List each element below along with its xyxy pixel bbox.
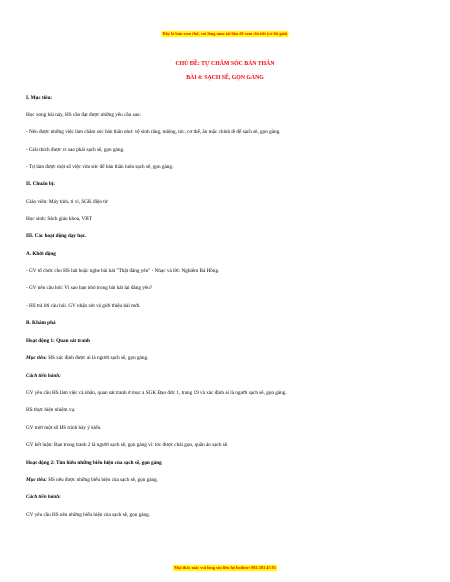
footer-hotline-banner: Mọi thắc mắc vui lòng xin liên hệ hotline: 084 283 45 85	[174, 565, 276, 570]
activity2-goal	[26, 477, 158, 484]
activity1-step: GV yêu cầu HS làm việc cá nhân, quan sát tranh ở mục a SGK Đạo đức 1, trang 19 và xác định ai là người sạch sẽ, gọn gàng.	[26, 390, 287, 396]
warmup-item: - HS trả lời câu hỏi. GV nhận xét và giới thiệu bài mới.	[26, 303, 141, 309]
preparation-teacher: Giáo viên: Máy tính, ti vi, SGK điện tử	[26, 199, 108, 205]
preparation-student: Học sinh: Sách giáo khoa, VBT	[26, 216, 92, 222]
activity1-method-label: Cách tiến hành:	[26, 373, 61, 379]
warmup-item: - GV tổ chức cho HS hát hoặc nghe bài hát "Thật đáng yêu" - Nhạc và lời: Nghiêm Bá Hồng.	[26, 268, 220, 274]
activity2-heading: Hoạt động 2: Tìm hiểu những biểu hiện của sạch sẽ, gọn gàng	[26, 460, 162, 466]
objectives-intro: Học xong bài này, HS cần đạt được những yêu cầu sau:	[26, 112, 141, 118]
goal-label: Mục tiêu:	[26, 477, 47, 483]
objective-item: - Tự làm được một số việc vừa sức để bản thân luôn sạch sẽ, gọn gàng.	[26, 164, 174, 170]
goal-text: HS nêu được những biểu hiện của sạch sẽ, gọn gàng.	[46, 477, 158, 483]
warmup-heading: A. Khởi động	[26, 251, 56, 257]
activity2-method-label: Cách tiến hành:	[26, 494, 61, 500]
activity2-step: GV yêu cầu HS nêu những biểu hiện của sạch sẽ, gọn gàng.	[26, 512, 151, 518]
section-preparation-heading: II. Chuẩn bị:	[26, 181, 55, 187]
goal-label: Mục tiêu:	[26, 355, 47, 361]
activity1-step: GV kết luận: Bạn trong tranh 2 là người sạch sẽ, gọn gàng vì: tóc được chải gọn, quần áo sạch sẽ.	[26, 442, 229, 448]
warmup-item: - GV nêu câu hỏi: Vì sao bạn nhỏ trong bài hát lại đáng yêu?	[26, 285, 153, 291]
activity1-goal	[26, 355, 148, 362]
section-activities-heading: III. Các hoạt động dạy học.	[26, 233, 87, 239]
explore-heading: B. Khám phá	[26, 320, 56, 326]
section-objectives-heading: I. Mục tiêu:	[26, 95, 53, 101]
activity1-heading: Hoạt động 1: Quan sát tranh	[26, 338, 90, 344]
lesson-title: BÀI 4: SẠCH SẼ, GỌN GÀNG	[186, 75, 264, 81]
objective-item: - Nêu được những việc làm chăm sóc bản thân như: vệ sinh răng, miệng, tóc, cơ thể, ăn mặc chỉnh tề để sạch sẽ, gọn gàng.	[26, 129, 281, 135]
topic-title: CHỦ ĐỀ: TỰ CHĂM SÓC BẢN THÂN	[175, 61, 275, 67]
objective-item: - Giải thích được vì sao phải sạch sẽ, gọn gàng.	[26, 147, 125, 153]
activity1-step: HS thực hiện nhiệm vụ.	[26, 407, 76, 413]
activity1-step: GV mời một số HS trình bày ý kiến.	[26, 425, 102, 431]
goal-text: HS xác định được ai là người sạch sẽ, gọn gàng.	[46, 355, 149, 361]
header-preview-banner: Đây là bản xem thử, vui lòng mua tài liệu để xem chi tiết (có lời giải)	[162, 31, 288, 36]
